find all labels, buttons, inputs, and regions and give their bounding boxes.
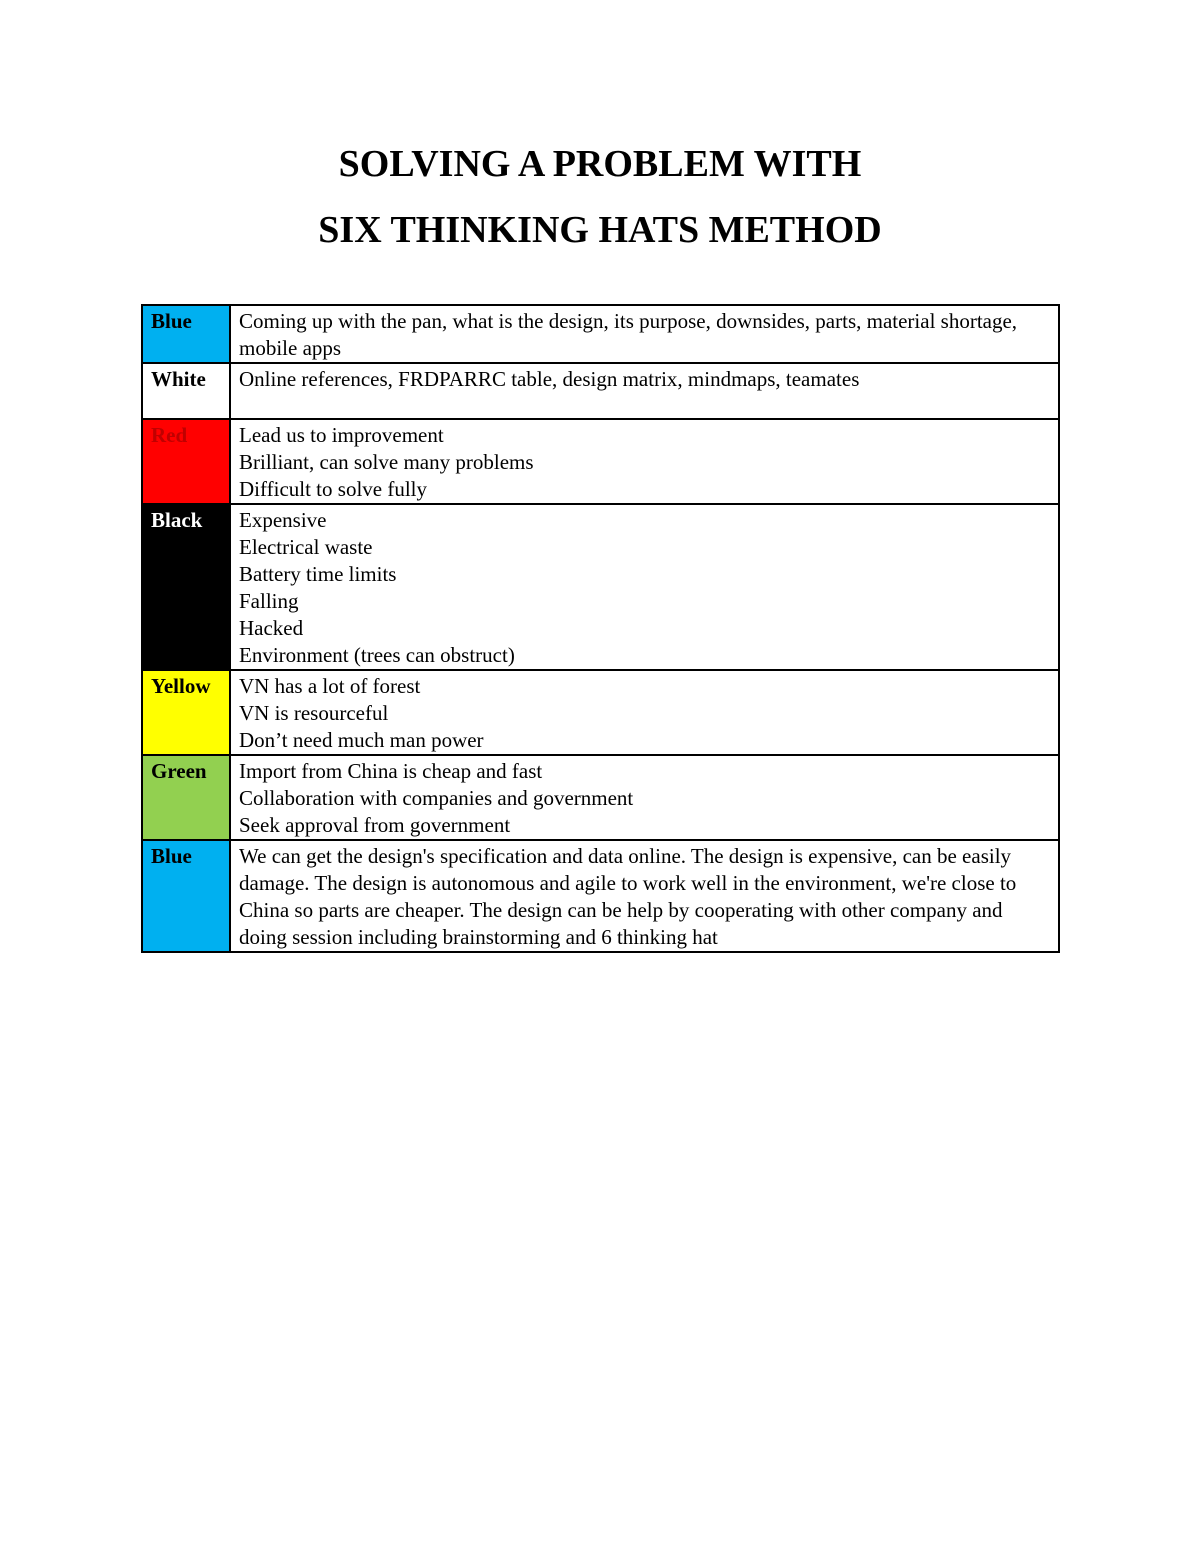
description-line: Collaboration with companies and government [239, 786, 634, 810]
six-hats-table [141, 304, 1060, 953]
description-cell [230, 670, 1059, 755]
description-line: Environment (trees can obstruct) [239, 643, 515, 667]
description-cell [230, 305, 1059, 363]
table-row-blue-hat [142, 305, 1059, 363]
description-line: Battery time limits [239, 562, 397, 586]
description-line: Seek approval from government [239, 813, 511, 837]
hat-cell-blue: Blue [142, 840, 230, 952]
description-line: Hacked [239, 616, 304, 640]
description-cell [230, 419, 1059, 504]
hat-cell-blue: Blue [142, 305, 230, 363]
description-line: Falling [239, 589, 299, 613]
description-cell [230, 363, 1059, 419]
description-line: VN is resourceful [239, 701, 389, 725]
document-title-line-2: SIX THINKING HATS METHOD [318, 209, 882, 251]
table-row-green-hat [142, 755, 1059, 840]
description-line: Expensive [239, 508, 327, 532]
description-line: Electrical waste [239, 535, 373, 559]
table-row-blue-hat-summary [142, 840, 1059, 952]
table-row-yellow-hat [142, 670, 1059, 755]
table-row-white-hat [142, 363, 1059, 419]
description-cell [230, 755, 1059, 840]
table-row-black-hat [142, 504, 1059, 670]
description-line: Import from China is cheap and fast [239, 759, 543, 783]
hat-cell-yellow: Yellow [142, 670, 230, 755]
description-line: Coming up with the pan, what is the design, its purpose, downsides, parts, material shortage, mobile apps [239, 309, 1018, 360]
description-line: Difficult to solve fully [239, 477, 428, 501]
description-line: Online references, FRDPARRC table, design matrix, mindmaps, teamates [239, 367, 860, 391]
document-title-line-1: SOLVING A PROBLEM WITH [338, 143, 862, 185]
description-line: Brilliant, can solve many problems [239, 450, 534, 474]
hat-cell-black: Black [142, 504, 230, 670]
hat-cell-white: White [142, 363, 230, 419]
description-line: Don’t need much man power [239, 728, 484, 752]
hat-cell-red: Red [142, 419, 230, 504]
description-line: VN has a lot of forest [239, 674, 421, 698]
description-cell [230, 840, 1059, 952]
table-row-red-hat [142, 419, 1059, 504]
hat-cell-green: Green [142, 755, 230, 840]
description-line: We can get the design's specification and data online. The design is expensive, can be easily damage. The design is autonomous and agile to work well in the environment, we're close to China so parts are cheaper. The design can be help by cooperating with other company and doing session including brainstorming and 6 thinking hat [239, 844, 1017, 949]
description-cell [230, 504, 1059, 670]
description-line: Lead us to improvement [239, 423, 444, 447]
